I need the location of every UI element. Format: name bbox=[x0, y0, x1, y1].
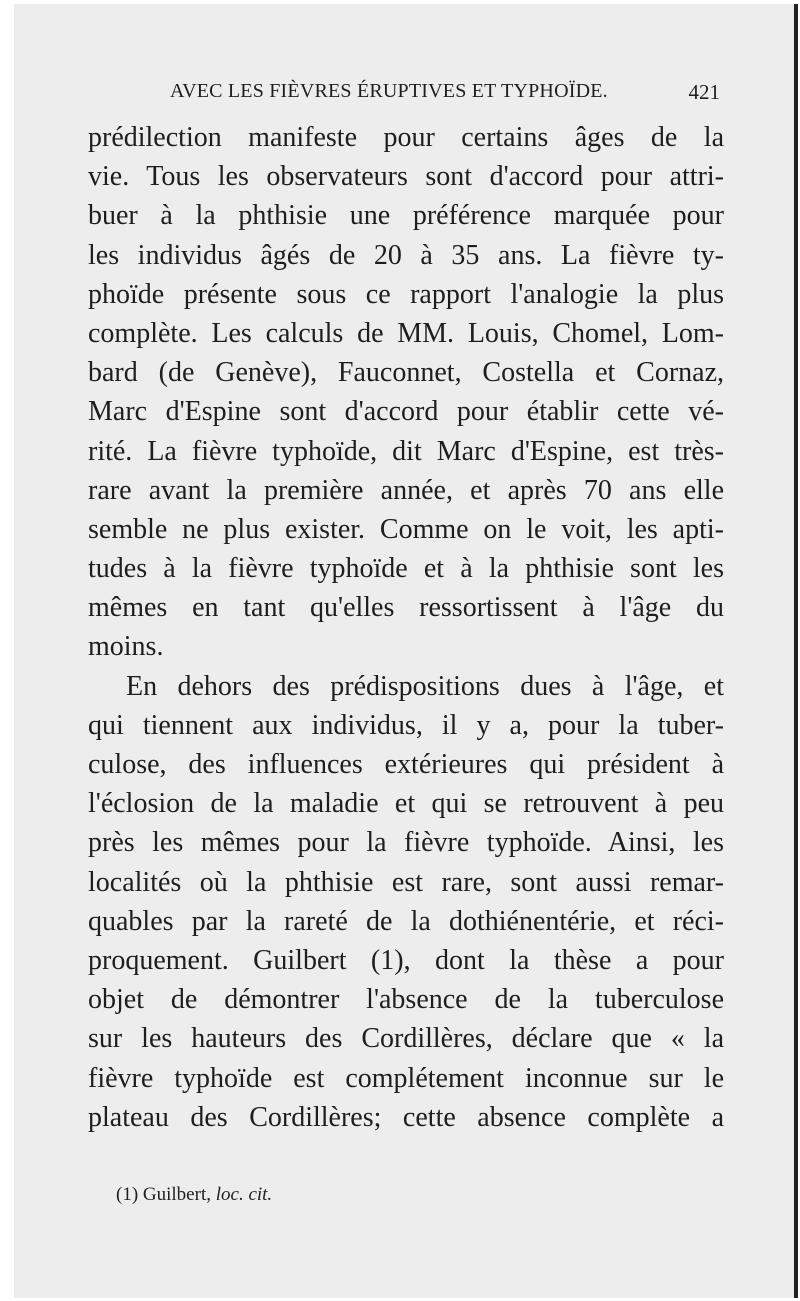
text-line: culose, des influences extérieures qui président à bbox=[88, 749, 724, 780]
text-line: moins. bbox=[88, 631, 164, 663]
text-line: Marc d'Espine sont d'accord pour établir cette vé- bbox=[88, 396, 724, 428]
text-line: fièvre typhoïde est complétement inconnue sur le bbox=[88, 1062, 724, 1094]
text-line: sur les hauteurs des Cordillères, déclare que « la bbox=[88, 1023, 724, 1055]
text-line: plateau des Cordillères; cette absence complète a bbox=[88, 1101, 724, 1133]
text-line: En dehors des prédispositions dues à l'âge, et bbox=[126, 670, 724, 702]
text-line: proquement. Guilbert (1), dont la thèse a pour bbox=[88, 944, 724, 976]
text-line: phoïde présente sous ce rapport l'analogie la plus bbox=[88, 278, 724, 310]
text-line: vie. Tous les observateurs sont d'accord pour attri- bbox=[88, 161, 724, 193]
footnote-marker: (1) Guilbert, bbox=[116, 1184, 216, 1205]
text-line: tudes à la fièvre typhoïde et à la phthisie sont les bbox=[88, 553, 724, 585]
book-page bbox=[14, 4, 798, 1298]
text-line: objet de démontrer l'absence de la tuberculose bbox=[88, 984, 724, 1016]
text-line: localités où la phthisie est rare, sont aussi remar- bbox=[88, 866, 724, 898]
text-line: complète. Les calculs de MM. Louis, Chomel, Lom- bbox=[88, 317, 724, 349]
page-number: 421 bbox=[688, 80, 720, 104]
text-line: près les mêmes pour la fièvre typhoïde. Ainsi, les bbox=[88, 827, 724, 859]
text-line: prédilection manifeste pour certains âges de la bbox=[88, 122, 724, 153]
running-title: AVEC LES FIÈVRES ÉRUPTIVES ET TYPHOÏDE. bbox=[170, 80, 608, 102]
footnote bbox=[116, 1184, 272, 1206]
text-line: mêmes en tant qu'elles ressortissent à l'âge du bbox=[88, 592, 724, 624]
page-header bbox=[170, 80, 720, 104]
body-text bbox=[88, 118, 724, 1137]
footnote-citation: loc. cit. bbox=[215, 1184, 273, 1205]
text-line: l'éclosion de la maladie et qui se retrouvent à peu bbox=[88, 788, 724, 820]
text-line: les individus âgés de 20 à 35 ans. La fièvre ty- bbox=[88, 239, 724, 271]
text-line: rité. La fièvre typhoïde, dit Marc d'Espine, est très- bbox=[88, 435, 724, 467]
text-line: quables par la rareté de la dothiénentérie, et réci- bbox=[88, 905, 724, 937]
text-line: buer à la phthisie une préférence marquée pour bbox=[88, 200, 724, 232]
text-line: semble ne plus exister. Comme on le voit, les apti- bbox=[88, 513, 724, 545]
text-line: bard (de Genève), Fauconnet, Costella et Cornaz, bbox=[88, 357, 724, 389]
text-line: qui tiennent aux individus, il y a, pour la tuber- bbox=[88, 709, 724, 741]
text-line: rare avant la première année, et après 70 ans elle bbox=[88, 474, 724, 506]
